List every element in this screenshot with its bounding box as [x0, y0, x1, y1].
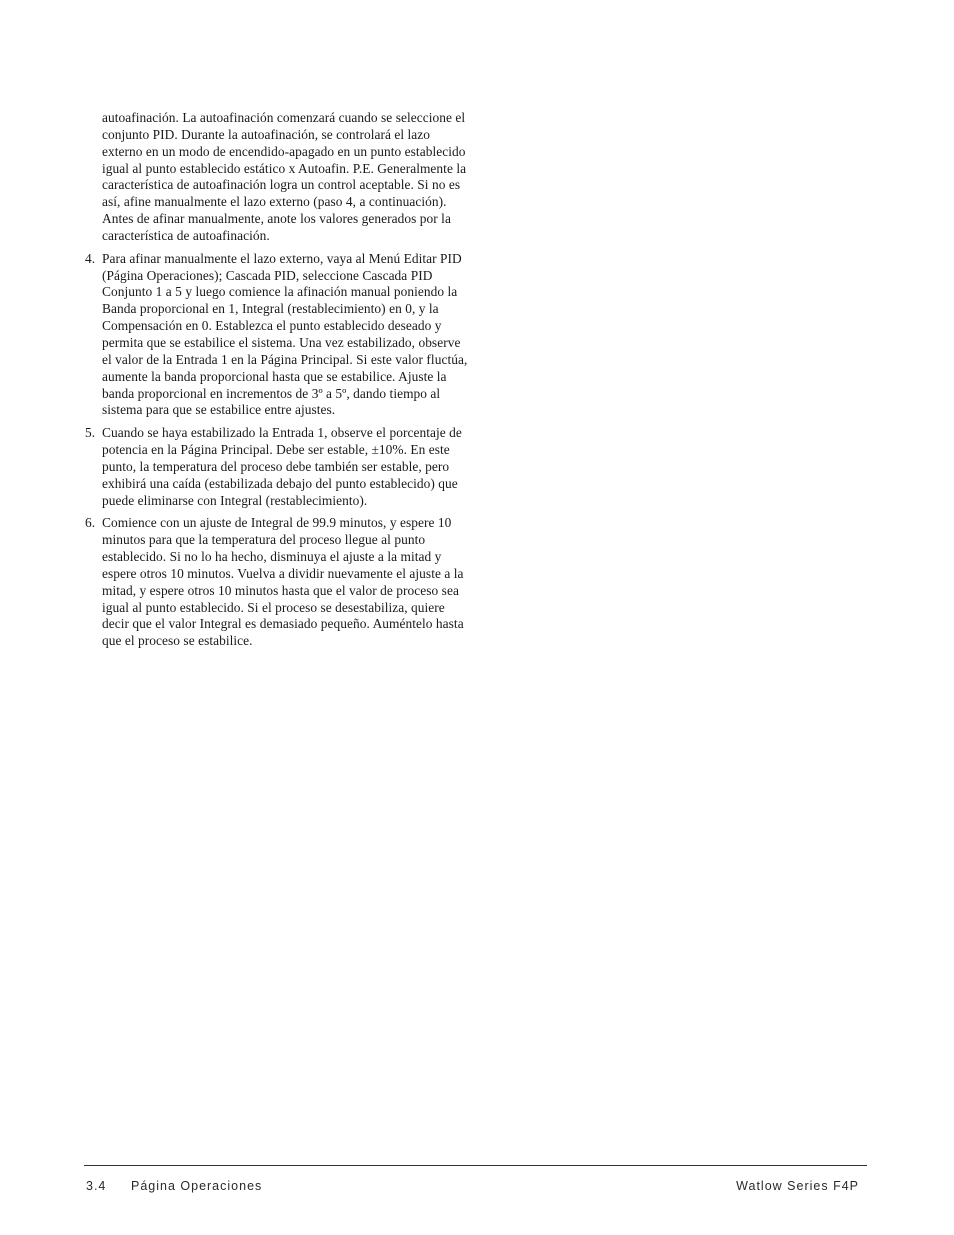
list-item-text: Cuando se haya estabilizado la Entrada 1, observe el porcentaje de potencia en la Página Principal. Debe ser estable, ±10%. En este punto, la temperatura del proceso debe también ser estable, pero exhibirá una caída (estabilizada debajo del punto establecido) que puede eliminarse con Integral (restablecimiento). [102, 425, 462, 508]
page-footer [86, 1179, 859, 1195]
footer-page-number: 3.4 [86, 1179, 107, 1193]
list-item-number: 6. [85, 515, 96, 531]
document-body [83, 110, 468, 656]
list-item-text: Comience con un ajuste de Integral de 99.9 minutos, y espere 10 minutos para que la temperatura del proceso llegue al punto establecido. Si no lo ha hecho, disminuya el ajuste a la mitad y espere otros 10 minutos. Vuelva a dividir nuevamente el ajuste a la mitad, y espere otros 10 minutos hasta que el valor de proceso sea igual al punto establecido. Si el proceso se desestabiliza, quiere decir que el valor Integral es demasiado pequeño. Auméntelo hasta que el proceso se estabilice. [102, 515, 464, 649]
list-item [83, 515, 468, 650]
list-item-text: Para afinar manualmente el lazo externo, vaya al Menú Editar PID (Página Operaciones); Cascada PID, seleccione Cascada PID Conjunto 1 a 5 y luego comience la afinación manual poniendo la Banda proporcional en 1, Integral (restablecimiento) en 0, y la Compensación en 0. Establezca el punto establecido deseado y permita que se estabilice el sistema. Una vez estabilizado, observe el valor de la Entrada 1 en la Página Principal. Si este valor fluctúa, aumente la banda proporcional hasta que se estabilice. Ajuste la banda proporcional en incrementos de 3º a 5º, dando tiempo al sistema para que se estabilice entre ajustes. [102, 250, 468, 418]
footer-divider [84, 1165, 867, 1166]
list-item [83, 251, 468, 419]
continuation-paragraph: autoafinación. La autoafinación comenzará cuando se seleccione el conjunto PID. Durante la autoafinación, se controlará el lazo externo en un modo de encendido-apagado en un punto establecido igual al punto establecido estático x Autoafin. P.E. Generalmente la característica de autoafinación logra un control aceptable. Si no es así, afine manualmente el lazo externo (paso 4, a continuación). Antes de afinar manualmente, anote los valores generados por la característica de autoafinación. [102, 110, 467, 243]
footer-section-title: Página Operaciones [131, 1179, 263, 1193]
footer-product-name: Watlow Series F4P [736, 1179, 859, 1193]
list-item-number: 4. [85, 250, 96, 266]
list-item-number: 5. [85, 425, 96, 441]
list-item [83, 425, 468, 509]
